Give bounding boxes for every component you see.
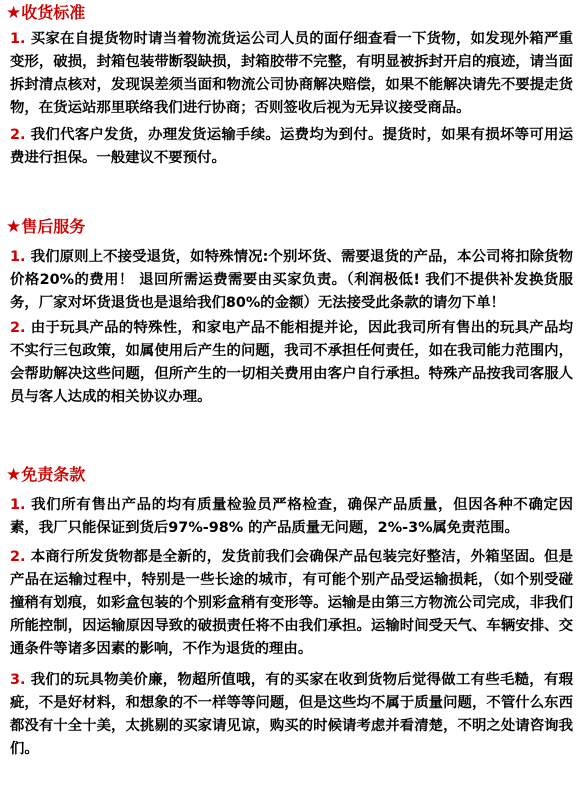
section-disclaimer (0, 462, 579, 761)
item-number: 1. (10, 31, 26, 47)
item-text: 我们所有售出产品的均有质量检验员严格检查，确保产品质量，但因各种不确定因素，我厂只能保证到货后97%-98% 的产品质量无问题，2%-3%属免责范围。 (10, 497, 573, 536)
section-title: 免责条款 (21, 465, 86, 484)
item-text: 由于玩具产品的特殊性，和家电产品不能相提并论，因此我司所有售出的玩具产品均不实行三包政策，如属使用后产生的问题，我司不承担任何责任，如在我司能力范围内，会帮助解决这些问题，但所产生的一切相关费用由客户自行承担。特殊产品按我司客服人员与客人达成的相关协议办理。 (10, 320, 573, 405)
item-number: 3. (10, 672, 26, 688)
section-title: 收货标准 (21, 3, 86, 22)
item-text: 我们的玩具物美价廉，物超所值哦，有的买家在收到货物后觉得做工有些毛糙，有瑕疵，不是好材料，和想象的不一样等等问题，但是这些均不属于质量问题，不管什么东西都没有十全十美，太挑剔的买家请见谅，购买的时候请考虑并看清楚，不明之处请咨询我们。 (10, 672, 573, 757)
star-icon: ★ (6, 3, 22, 23)
section-heading (0, 214, 579, 240)
policy-item (0, 317, 579, 409)
star-icon: ★ (6, 465, 22, 485)
item-number: 1. (10, 249, 26, 265)
item-text: 本商行所发货物都是全新的，发货前我们会确保产品包装完好整洁，外箱坚固。但是产品在运输过程中，特别是一些长途的城市，有可能个别产品受运输损耗，（如个别受碰撞稍有划痕，如彩盒包装的个别彩盒稍有变形等。运输是由第三方物流公司完成，非我们所能控制，因运输原因导致的破损责任将不由我们承担。运输时间受天气、车辆安排、交通条件等诸多因素的影响，不作为退货的理由。 (10, 549, 573, 657)
section-after-sales (0, 214, 579, 409)
section-heading (0, 462, 579, 488)
item-number: 2. (10, 127, 26, 143)
policy-item (0, 124, 579, 170)
section-receiving-standard (0, 0, 579, 170)
section-title: 售后服务 (21, 217, 86, 236)
item-text: 我们原则上不接受退货，如特殊情况:个别坏货、需要退货的产品，本公司将扣除货物价格20%的费用！ 退回所需运费需要由买家负责。（利润极低! 我们不提供补发换货服务，厂家对坏货退货也是退给我们80%的金额）无法接受此条款的请勿下单！ (10, 249, 573, 311)
policy-item (0, 546, 579, 661)
star-icon: ★ (6, 217, 22, 237)
item-number: 2. (10, 320, 26, 336)
item-text: 买家在自提货物时请当着物流货运公司人员的面仔细查看一下货物，如发现外箱严重变形，破损，封箱包装带断裂缺损，封箱胶带不完整，有明显被拆封开启的痕迹，请当面拆封清点核对，发现误差须当面和物流公司协商解决赔偿，如果不能解决请先不要提走货物，在货运站那里联络我们进行协商；否则签收后视为无异议接受商品。 (10, 31, 573, 116)
policy-item (0, 494, 579, 540)
item-text: 我们代客户发货，办理发货运输手续。运费均为到付。提货时，如果有损坏等可用运费进行担保。一般建议不要预付。 (10, 127, 573, 166)
policy-item (0, 246, 579, 315)
item-number: 1. (10, 497, 26, 513)
policy-item (0, 28, 579, 120)
section-heading (0, 0, 579, 26)
item-number: 2. (10, 549, 26, 565)
policy-item (0, 669, 579, 761)
